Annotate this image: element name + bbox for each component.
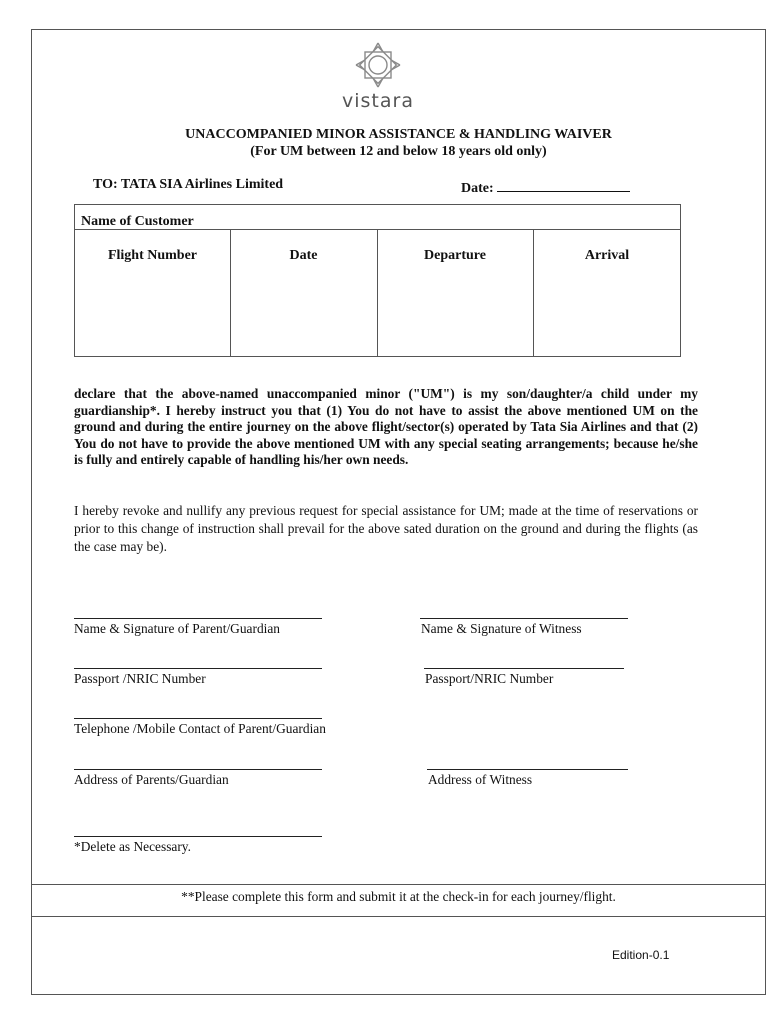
witness-address-label: Address of Witness [428, 772, 533, 787]
date-label: Date: [461, 181, 494, 196]
delete-note: *Delete as Necessary. [74, 839, 191, 854]
witness-signature-line[interactable] [420, 618, 628, 619]
witness-passport-label: Passport/NRIC Number [425, 671, 554, 686]
logo-wordmark: vistara [342, 90, 414, 112]
form-subtitle: (For UM between 12 and below 18 years old only) [250, 144, 547, 159]
customer-name-label: Name of Customer [81, 214, 194, 229]
column-header-departure: Departure [424, 248, 486, 263]
witness-passport-line[interactable] [424, 668, 624, 669]
parent-signature-label: Name & Signature of Parent/Guardian [74, 621, 281, 636]
parent-address-line[interactable] [74, 769, 322, 770]
parent-phone-line[interactable] [74, 718, 322, 719]
witness-signature-label: Name & Signature of Witness [421, 621, 582, 636]
submission-note: **Please complete this form and submit it at the check-in for each journey/flight. [181, 889, 616, 904]
footer-divider [31, 884, 766, 885]
column-header-date: Date [289, 248, 318, 263]
edition-label: Edition-0.1 [612, 948, 670, 962]
recipient-line: TO: TATA SIA Airlines Limited [93, 177, 284, 192]
parent-phone-label: Telephone /Mobile Contact of Parent/Guardian [74, 721, 326, 736]
form-title: UNACCOMPANIED MINOR ASSISTANCE & HANDLING WAIVER [185, 127, 612, 142]
footer-divider [31, 916, 766, 917]
vistara-logo [326, 41, 430, 113]
vistara-star-icon [326, 41, 430, 89]
declaration-paragraph: declare that the above-named unaccompanied minor ("UM") is my son/daughter/a child under my guardianship*. I hereby instruct you that (1) You do not have to assist the above mentioned UM on the ground and during the entire journey on the above flight/sector(s) operated by Tata Sia Airlines and that (2) You do not have to provide the above mentioned UM with any special seating arrangements; because he/she is fully and entirely capable of handling his/her own needs. [74, 386, 698, 467]
column-header-flight-number: Flight Number [107, 248, 198, 263]
column-header-arrival: Arrival [584, 248, 630, 263]
date-blank-line[interactable] [497, 177, 630, 192]
flight-details-table [74, 204, 681, 357]
parent-signature-line[interactable] [74, 618, 322, 619]
parent-address-label: Address of Parents/Guardian [74, 772, 229, 787]
parent-passport-line[interactable] [74, 668, 322, 669]
parent-passport-label: Passport /NRIC Number [74, 671, 206, 686]
witness-address-line[interactable] [427, 769, 628, 770]
revocation-paragraph: I hereby revoke and nullify any previous request for special assistance for UM; made at the time of reservations or prior to this change of instruction shall prevail for the above sated duration on the ground and during the flights (as the case may be). [74, 503, 698, 554]
delete-note-line [74, 836, 322, 837]
date-field [461, 177, 630, 197]
